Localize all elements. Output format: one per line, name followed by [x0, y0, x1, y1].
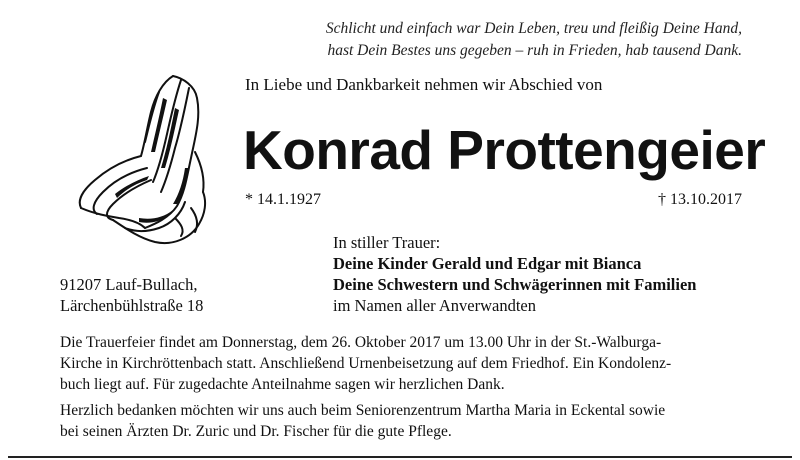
intro-text: In Liebe und Dankbarkeit nehmen wir Abschied von: [245, 75, 603, 94]
mourners-line-3: im Namen aller Anverwandten: [333, 296, 536, 315]
address-line-1: 91207 Lauf-Bullach,: [60, 275, 198, 294]
address-block: [60, 274, 203, 316]
mourners-line-2: Deine Schwestern und Schwägerinnen mit Familien: [333, 275, 697, 294]
thanks-paragraph: [60, 400, 750, 442]
mourners-block: [333, 232, 696, 316]
motto-line-2: hast Dein Bestes uns gegeben – ruh in Frieden, hab tausend Dank.: [327, 42, 742, 59]
funeral-line-3: buch liegt auf. Für zugedachte Anteilnahme sagen wir herzlichen Dank.: [60, 376, 505, 393]
funeral-line-2: Kirche in Kirchröttenbach statt. Anschließend Urnenbeisetzung auf dem Friedhof. Ein Kondolenz-: [60, 355, 672, 372]
funeral-paragraph: [60, 332, 750, 395]
motto-verse: [182, 18, 742, 62]
mourners-heading: In stiller Trauer:: [333, 233, 441, 252]
motto-line-1: Schlicht und einfach war Dein Leben, treu und fleißig Deine Hand,: [325, 20, 742, 37]
thanks-line-2: bei seinen Ärzten Dr. Zuric und Dr. Fischer für die gute Pflege.: [60, 423, 452, 440]
address-line-2: Lärchenbühlstraße 18: [60, 296, 204, 315]
mourners-line-1: Deine Kinder Gerald und Edgar mit Bianca: [333, 254, 642, 273]
deceased-name: Konrad Prottengeier: [243, 119, 766, 181]
funeral-line-1: Die Trauerfeier findet am Donnerstag, dem 26. Oktober 2017 um 13.00 Uhr in der St.-Walburga-: [60, 334, 662, 351]
death-date: † 13.10.2017: [658, 191, 742, 208]
thanks-line-1: Herzlich bedanken möchten wir uns auch beim Seniorenzentrum Martha Maria in Eckental sowie: [60, 402, 666, 419]
praying-hands-icon: [55, 68, 215, 248]
birth-date: * 14.1.1927: [245, 191, 321, 208]
